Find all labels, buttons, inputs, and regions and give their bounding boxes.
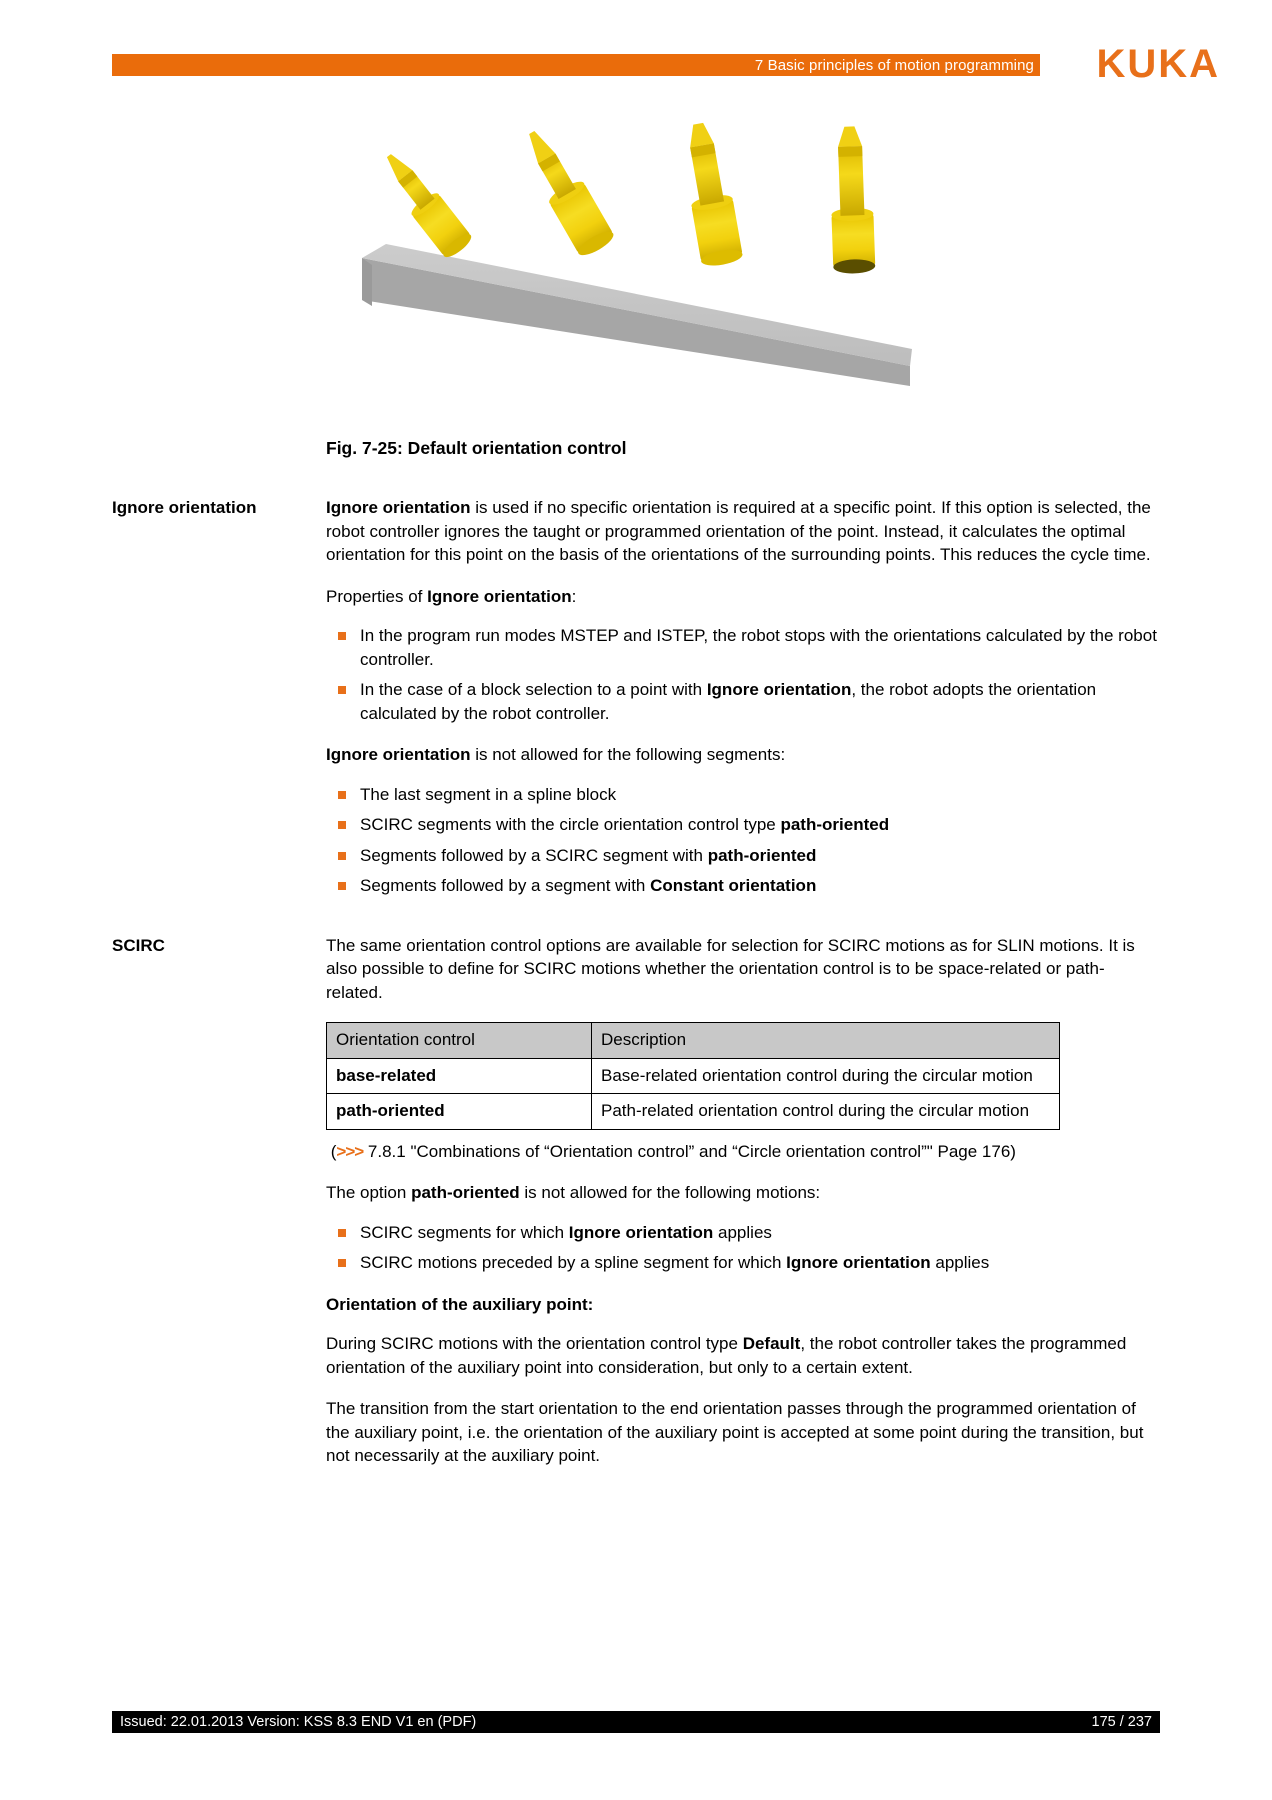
section-scirc (112, 934, 1160, 1486)
xref-open-paren: ( (330, 1141, 337, 1161)
xref-arrows-icon: >>> (336, 1141, 364, 1161)
page-content (112, 496, 1160, 1486)
kuka-logo: KUKA (1096, 42, 1220, 86)
list-item (326, 874, 1160, 898)
table-row (327, 1058, 1060, 1094)
list-option-not-allowed (326, 1221, 1160, 1275)
not-allowed-rest: is not allowed for the following segments: (470, 745, 786, 764)
list-item (326, 813, 1160, 837)
paragraph-aux-1 (326, 1332, 1160, 1379)
list-item (326, 624, 1160, 671)
page-footer (112, 1711, 1160, 1733)
not-allowed-bold: Ignore orientation (326, 745, 471, 764)
gutter-label-scirc: SCIRC (112, 935, 165, 955)
section-ignore-orientation (112, 496, 1160, 916)
footer-issued-text: Issued: 22.01.2013 Version: KSS 8.3 END V1 en (PDF) (120, 1714, 477, 1730)
chapter-title: 7 Basic principles of motion programming (754, 56, 1034, 74)
bullet-bold: Constant orientation (650, 876, 817, 895)
tool-4 (828, 126, 875, 274)
bullet-bold: Ignore orientation (786, 1253, 931, 1272)
inline-text-ignore-orientation-rest: is used if no specific orientation is required at a specific point. If this option is selected, the robot controller ignores the taught or programmed orientation of the point. Instead, it calculates the optimal orientation for this point on the basis of the orientations of the surrounding points. This reduces the cycle time. (326, 498, 1151, 564)
list-not-allowed-segments (326, 783, 1160, 898)
option-post: is not allowed for the following motions: (519, 1183, 821, 1202)
list-item (326, 783, 1160, 807)
figure-caption: Fig. 7-25: Default orientation control (326, 438, 627, 458)
bullet-pre: SCIRC segments for which (360, 1222, 569, 1242)
paragraph-not-allowed-lead (326, 743, 1160, 767)
table-cell-description: Base-related orientation control during the circular motion (592, 1058, 1060, 1094)
gutter-label-ignore-orientation: Ignore orientation (112, 498, 257, 517)
bullet-bold: Ignore orientation (568, 1222, 714, 1242)
bullet-post: , the robot adopts the orientation calculated by the robot controller. (360, 680, 1097, 723)
bullet-bold: path-oriented (707, 845, 817, 865)
table-row (327, 1094, 1060, 1130)
table-cell-orientation-control: base-related (327, 1058, 592, 1094)
tool-3 (677, 120, 743, 268)
list-item (326, 844, 1160, 868)
list-item (326, 678, 1160, 725)
option-pre: The option (326, 1183, 412, 1202)
table-header-cell: Orientation control (327, 1023, 592, 1059)
properties-bold: Ignore orientation (427, 586, 572, 606)
chapter-title-bar (112, 54, 1040, 76)
paragraph-aux-2: The transition from the start orientation to the end orientation passes through the programmed orientation of the auxiliary point, i.e. the orientation of the auxiliary point is accepted at some point during the transition, but not necessarily at the auxiliary point. (326, 1399, 1144, 1465)
page-header (0, 0, 1272, 100)
bullet-pre: SCIRC segments with the circle orientation control type (360, 815, 781, 834)
tool-2 (514, 123, 616, 260)
paragraph-ignore-orientation-intro (326, 496, 1160, 567)
aux-post: , the robot controller takes the programmed orientation of the auxiliary point into consideration, but only to a certain extent. (326, 1334, 1127, 1377)
cross-reference[interactable] (326, 1140, 1160, 1164)
list-item (326, 1221, 1160, 1245)
bullet-pre: SCIRC motions preceded by a spline segment for which (360, 1253, 787, 1272)
list-properties (326, 624, 1160, 725)
paragraph-scirc-intro: The same orientation control options are available for selection for SCIRC motions as for SLIN motions. It is also possible to define for SCIRC motions whether the orientation control is to be space-related or path-related. (326, 935, 1135, 1002)
bullet-post: applies (930, 1253, 990, 1272)
bullet-pre: Segments followed by a SCIRC segment with (360, 845, 708, 865)
list-item (326, 1251, 1160, 1275)
footer-page-number: 175 / 237 (1091, 1714, 1152, 1730)
workpiece-bar (362, 244, 912, 386)
aux-pre: During SCIRC motions with the orientation control type (326, 1334, 743, 1353)
bullet-pre: In the program run modes MSTEP and ISTEP, the robot stops with the orientations calculated by the robot controller. (360, 626, 1157, 669)
bullet-pre: In the case of a block selection to a point with (360, 680, 707, 699)
tool-1 (374, 146, 474, 261)
table-cell-orientation-control: path-oriented (327, 1094, 592, 1130)
orientation-control-table (326, 1022, 1060, 1130)
option-bold: path-oriented (411, 1183, 520, 1202)
inline-bold-ignore-orientation: Ignore orientation (326, 498, 471, 517)
bullet-pre: The last segment in a spline block (360, 784, 617, 804)
paragraph-properties-lead (326, 585, 1160, 609)
properties-post: : (571, 586, 577, 606)
aux-bold: Default (742, 1334, 801, 1353)
bullet-bold: path-oriented (780, 815, 890, 834)
table-header-row (327, 1023, 1060, 1059)
table-cell-description: Path-related orientation control during the circular motion (592, 1094, 1060, 1130)
table-header-cell: Description (592, 1023, 1060, 1059)
paragraph-option-lead (326, 1181, 1160, 1205)
bullet-post: applies (713, 1222, 772, 1242)
figure-default-orientation-control (326, 118, 912, 386)
properties-pre: Properties of (326, 586, 428, 606)
subheading-auxiliary-point: Orientation of the auxiliary point: (326, 1294, 594, 1314)
bullet-bold: Ignore orientation (706, 680, 852, 699)
xref-text: 7.8.1 "Combinations of “Orientation control” and “Circle orientation control”" Page 176) (363, 1141, 1016, 1161)
bullet-pre: Segments followed by a segment with (360, 876, 651, 895)
